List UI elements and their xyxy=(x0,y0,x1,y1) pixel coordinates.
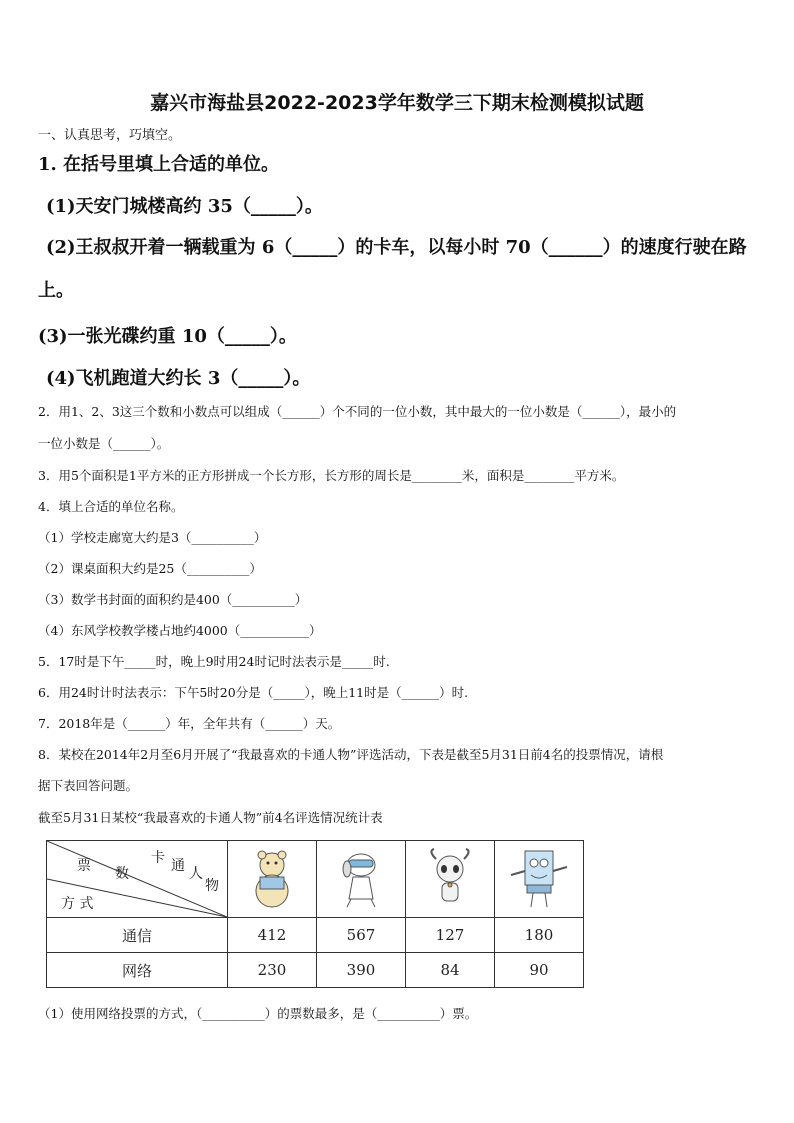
bear-icon xyxy=(244,847,300,911)
question-2-line-1: 2．用1、2、3这三个数和小数点可以组成（______）个不同的一位小数，其中最大的一位小数是（______），最小的 xyxy=(38,404,677,419)
question-4-part-4: （4）东风学校教学楼占地约4000（___________） xyxy=(38,623,322,638)
table-cell: 567 xyxy=(317,918,406,953)
header-label-shu: 数 xyxy=(115,866,129,882)
row-label: 网络 xyxy=(47,953,228,988)
question-1-part-2: (2)王叔叔开着一辆载重为 6（_____）的卡车，以每小时 70（______）的速度行驶在路 xyxy=(46,237,747,258)
question-8-line-2: 据下表回答问题。 xyxy=(38,778,139,793)
character-cell-goat xyxy=(406,841,495,918)
section-heading: 一、认真思考，巧填空。 xyxy=(38,128,182,143)
table-cell: 90 xyxy=(495,953,584,988)
character-cell-sponge xyxy=(495,841,584,918)
table-cell: 412 xyxy=(228,918,317,953)
question-1-part-3: (3)一张光碟约重 10（_____）。 xyxy=(38,326,297,347)
table-cell: 180 xyxy=(495,918,584,953)
question-2-line-2: 一位小数是（______）。 xyxy=(38,436,170,451)
table-cell: 127 xyxy=(406,918,495,953)
question-4-part-1: （1）学校走廊宽大约是3（__________） xyxy=(38,530,267,545)
row-label: 通信 xyxy=(47,918,228,953)
goat-icon xyxy=(422,847,478,911)
header-label-piao: 票 xyxy=(77,858,91,874)
vote-table xyxy=(46,840,584,988)
table-cell: 390 xyxy=(317,953,406,988)
question-5: 5．17时是下午_____时，晚上9时用24时记时法表示是_____时. xyxy=(38,654,390,669)
header-label-ren: 人 xyxy=(189,866,203,882)
dog-icon xyxy=(333,847,389,911)
table-cell: 230 xyxy=(228,953,317,988)
table-header-diagonal-cell xyxy=(47,841,228,918)
question-7: 7．2018年是（______）年，全年共有（______）天。 xyxy=(38,716,341,731)
table-row xyxy=(47,953,584,988)
sponge-icon xyxy=(507,847,571,911)
question-3: 3．用5个面积是1平方米的正方形拼成一个长方形，长方形的周长是________米，面积是________平方米。 xyxy=(38,468,625,483)
question-8-sub-1: （1）使用网络投票的方式，（__________）的票数最多，是（__________）票。 xyxy=(38,1006,478,1021)
header-label-ka: 卡 xyxy=(151,850,165,866)
question-1-part-4: (4)飞机跑道大约长 3（_____）。 xyxy=(46,368,311,389)
question-1-stem: 1. 在括号里填上合适的单位。 xyxy=(38,154,280,175)
page-title: 嘉兴市海盐县2022-2023学年数学三下期末检测模拟试题 xyxy=(150,92,644,114)
question-6: 6．用24时计时法表示：下午5时20分是（_____），晚上11时是（______）时. xyxy=(38,685,469,700)
header-label-fangshi: 方 式 xyxy=(61,896,94,912)
question-4-part-3: （3）数学书封面的面积约是400（__________） xyxy=(38,592,308,607)
question-4-stem: 4．填上合适的单位名称。 xyxy=(38,499,184,514)
question-1-part-1: (1)天安门城楼高约 35（_____）。 xyxy=(46,196,323,217)
question-4-part-2: （2）课桌面积大约是25（__________） xyxy=(38,561,262,576)
character-cell-bear xyxy=(228,841,317,918)
header-label-tong: 通 xyxy=(171,858,185,874)
question-8-line-1: 8．某校在2014年2月至6月开展了“我最喜欢的卡通人物”评选活动，下表是截至5月31日前4名的投票情况，请根 xyxy=(38,747,664,762)
table-row xyxy=(47,918,584,953)
header-label-wu: 物 xyxy=(205,878,219,894)
table-caption: 截至5月31日某校“我最喜欢的卡通人物”前4名评选情况统计表 xyxy=(38,810,383,825)
table-cell: 84 xyxy=(406,953,495,988)
question-1-part-2-cont: 上。 xyxy=(38,280,74,301)
character-cell-dog xyxy=(317,841,406,918)
